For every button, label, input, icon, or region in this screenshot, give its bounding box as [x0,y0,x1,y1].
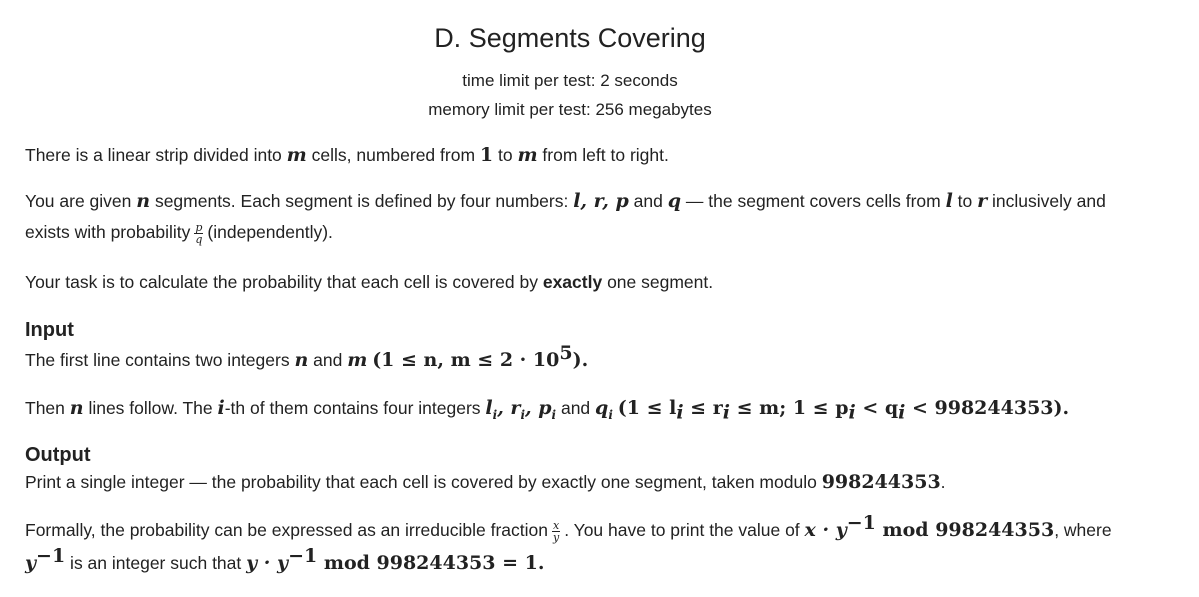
input-line-2: Then n lines follow. The i-th of them contains four integers $l_i$, $r_i$, $p_i$ and $q_i$ ($1 \le l_i \le r_i \le m$; $1 \le p_i < q_i < 998244353$). [25,397,1070,424]
output-line-3: $y^{-1}$ is an integer such that $y \cdot y^{-1}$ mod 998244353 = 1. [25,545,545,574]
input-heading: Input [25,319,74,341]
input-line-1: The first line contains two integers n and m (1 ≤ n, $m \le 2 \cdot 10^5$). [25,342,589,371]
statement-paragraph-2-line-1: You are given n segments. Each segment is defined by four numbers: l, r, p and q — the segment covers cells from l to r inclusively and [25,190,1106,212]
fraction-x-over-y: $\frac{x}{y}$ [553,518,560,544]
output-line-2: Formally, the probability can be expressed as an irreducible fraction $\frac{x}{y}$ . You have to print the value of $x \cdot y^{-1}$ mod 998244353, where [25,512,1112,544]
fraction-p-over-q: $\frac{p}{q}$ [195,220,203,246]
statement-paragraph-3: Your task is to calculate the probability that each cell is covered by exactly one segment. [25,272,714,292]
memory-limit: memory limit per test: 256 megabytes [428,100,712,119]
output-heading: Output [25,444,91,466]
statement-paragraph-2-line-2: exists with probability $\frac{p}{q}$ (independently). [25,220,333,246]
time-limit: time limit per test: 2 seconds [462,71,678,90]
statement-paragraph-1: There is a linear strip divided into m cells, numbered from 1 to m from left to right. [25,144,669,166]
problem-header [0,0,1165,120]
output-line-1: Print a single integer — the probability that each cell is covered by exactly one segment, taken modulo 998244353. [25,471,946,493]
problem-title: D. Segments Covering [434,23,706,53]
